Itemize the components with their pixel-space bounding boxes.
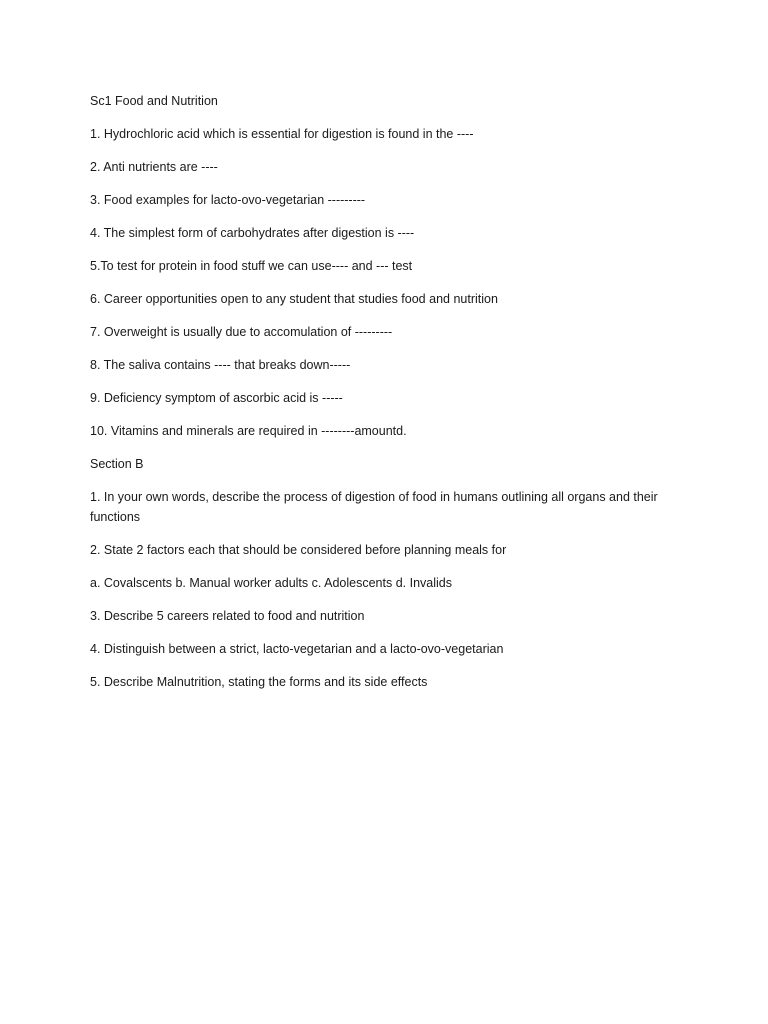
question-b1: 1. In your own words, describe the process of digestion of food in humans outlining all organs and their functions [90,490,658,524]
question-a2: 2. Anti nutrients are ---- [90,160,218,174]
question-a9: 9. Deficiency symptom of ascorbic acid is ----- [90,391,343,405]
question-a1: 1. Hydrochloric acid which is essential for digestion is found in the ---- [90,127,474,141]
question-b4: 4. Distinguish between a strict, lacto-vegetarian and a lacto-ovo-vegetarian [90,642,504,656]
question-a7: 7. Overweight is usually due to accomulation of --------- [90,325,393,339]
question-b2: 2. State 2 factors each that should be considered before planning meals for [90,543,507,557]
question-a4: 4. The simplest form of carbohydrates after digestion is ---- [90,226,415,240]
question-a10: 10. Vitamins and minerals are required in --------amountd. [90,424,407,438]
document-title: Sc1 Food and Nutrition [90,94,218,108]
document-body [90,91,680,705]
question-b2-options: a. Covalscents b. Manual worker adults c. Adolescents d. Invalids [90,576,452,590]
question-b3: 3. Describe 5 careers related to food and nutrition [90,609,365,623]
section-b-heading: Section B [90,457,144,471]
question-a5: 5.To test for protein in food stuff we can use---- and --- test [90,259,413,273]
question-a6: 6. Career opportunities open to any student that studies food and nutrition [90,292,498,306]
question-a3: 3. Food examples for lacto-ovo-vegetarian --------- [90,193,366,207]
question-a8: 8. The saliva contains ---- that breaks down----- [90,358,351,372]
question-b5: 5. Describe Malnutrition, stating the forms and its side effects [90,675,428,689]
